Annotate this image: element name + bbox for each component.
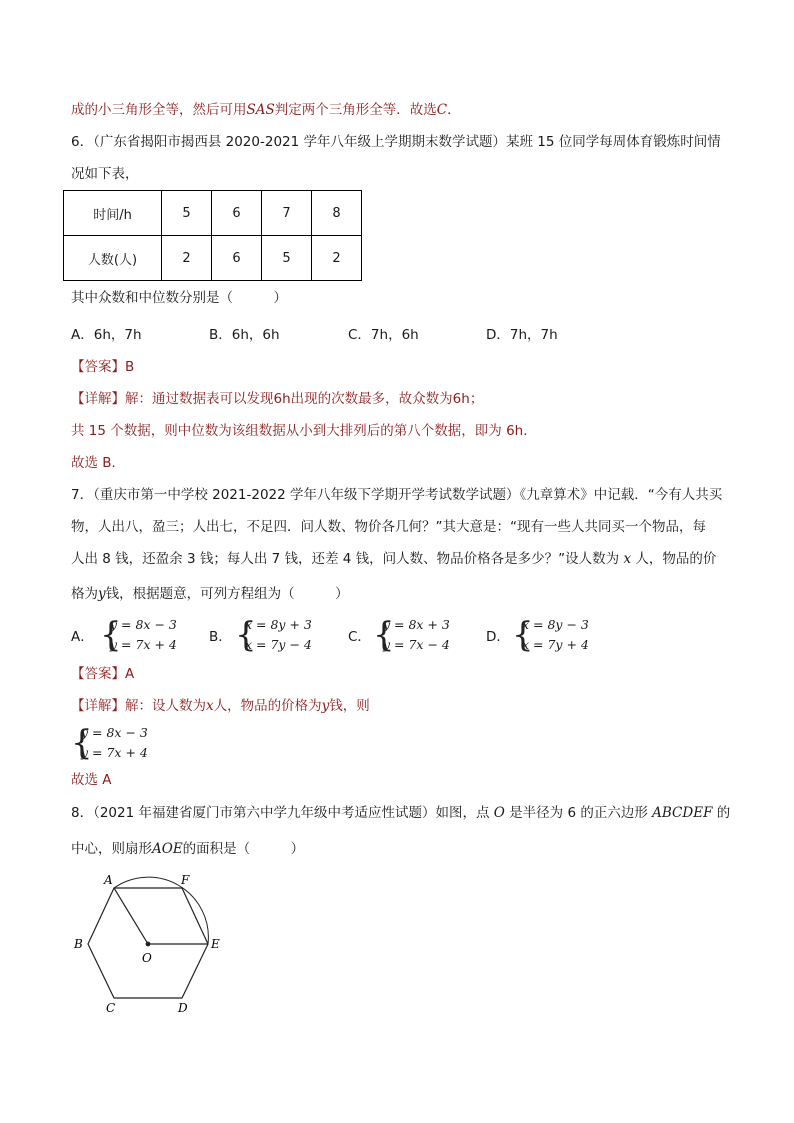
brace-icon: { [373, 615, 395, 655]
q8-stem-line2 [71, 839, 304, 859]
stem-text: 的面积是（ ） [182, 841, 305, 857]
label-e: E [211, 937, 220, 951]
stem-text: 的 [716, 805, 731, 821]
q6-conclusion: 故选 B． [71, 455, 126, 471]
equation: x = 7y + 4 [522, 637, 589, 652]
var-x: x [623, 551, 632, 567]
table-cell: 6 [212, 191, 262, 236]
detail-text: 出现的次数最多，故众数为 [290, 391, 453, 407]
stem-text: 是半径为 6 的正六边形 [509, 805, 648, 821]
label-b: B [74, 937, 83, 951]
q7-detail-system [71, 723, 148, 763]
equation: y = 7x − 4 [383, 637, 450, 652]
table-cell: 2 [162, 236, 212, 281]
segment-ao [114, 888, 148, 944]
q7-stem-line1: 7．（重庆市第一中学校 2021-2022 学年八年级下学期开学考试数学试题）《九章算术》中记载．“今有人共买 [71, 487, 723, 503]
table-cell: 6 [212, 236, 262, 281]
table-cell: 7 [262, 191, 312, 236]
detail-text: 解：通过数据表可以发现 [125, 391, 274, 407]
equation: y = 8x − 3 [81, 725, 148, 740]
q7-option-c-label: C． [348, 629, 371, 645]
detail-text: 钱，则 [329, 698, 370, 714]
q8-stem-line1 [71, 803, 730, 823]
label-o: O [142, 951, 152, 965]
detail-value: 15 [88, 423, 106, 439]
stem-text: 钱，根据题意，可列方程组为（ ） [105, 586, 349, 602]
detail-value: 6h [452, 391, 470, 407]
label-a: A [104, 873, 113, 887]
q6-detail-line2 [71, 421, 537, 441]
answer-value: A [125, 666, 135, 682]
stem-text: 中心，则扇形 [71, 841, 152, 857]
q7-answer [71, 664, 134, 684]
q6-detail-line1 [71, 389, 483, 409]
table-header-time: 时间/h [64, 191, 162, 236]
sector-name: AOE [152, 841, 183, 857]
q7-option-d-system [512, 615, 589, 655]
prev-tail-text-2: 判定两个三角形全等．故选 [274, 102, 437, 118]
equation: y = 8x + 3 [383, 617, 450, 632]
table-cell: 8 [312, 191, 362, 236]
choice-c-symbol: C [436, 102, 448, 118]
table-header-count: 人数(人) [64, 236, 162, 281]
q7-detail-line1 [71, 696, 370, 716]
stem-text: 8．（2021 年福建省厦门市第六中学九年级中考适应性试题）如图，点 [71, 805, 490, 821]
q6-answer [71, 357, 134, 377]
label-f: F [181, 873, 190, 887]
q7-stem-line4 [71, 584, 349, 604]
var-y: y [98, 586, 106, 602]
prev-answer-tail [71, 100, 461, 120]
q6-stem-line2: 况如下表， [71, 166, 139, 182]
q6-stem-line1: 6．（广东省揭阳市揭西县 2020-2021 学年八年级上学期期末数学试题）某班 15 位同学每周体育锻炼时间情 [71, 134, 721, 150]
answer-tag: 【答案】 [71, 666, 125, 682]
table-cell: 2 [312, 236, 362, 281]
brace-icon: { [512, 615, 534, 655]
table-row [64, 236, 362, 281]
q7-option-a-system [100, 615, 177, 655]
detail-value: 6h [273, 391, 291, 407]
table-row [64, 191, 362, 236]
brace-icon: { [71, 723, 93, 763]
q6-option-a: A．6h，7h [71, 327, 142, 343]
center-point-o [146, 942, 151, 947]
stem-text: 人出 8 钱，还盈余 3 钱；每人出 7 钱，还差 4 钱，问人数、物品价格各是多少？”设人数为 [71, 551, 620, 567]
detail-text: ． [523, 423, 537, 439]
q7-option-c-system [373, 615, 450, 655]
equation: y = 7x + 4 [110, 637, 177, 652]
q6-option-d: D．7h，7h [486, 327, 558, 343]
q7-conclusion: 故选 A [71, 772, 112, 788]
q7-option-a-label: A． [71, 629, 94, 645]
stem-text: 人，物品的价 [635, 551, 717, 567]
equation: x = 8y + 3 [245, 617, 312, 632]
label-d: D [178, 1001, 188, 1015]
equation: x = 7y − 4 [245, 637, 312, 652]
equation: y = 7x + 4 [81, 745, 148, 760]
table-cell: 5 [162, 191, 212, 236]
detail-tag: 【详解】 [71, 391, 125, 407]
answer-value: B [125, 359, 135, 375]
q7-option-b-label: B． [209, 629, 232, 645]
var-y: y [321, 698, 330, 714]
var-x: x [206, 698, 214, 714]
label-c: C [106, 1001, 116, 1015]
q6-option-b: B．6h，6h [209, 327, 280, 343]
hexagon-name: ABCDEF [652, 805, 713, 821]
sas-symbol: SAS [246, 102, 275, 118]
equation: y = 8x − 3 [110, 617, 177, 632]
prev-tail-text: 成的小三角形全等，然后可用 [71, 102, 247, 118]
detail-text: 共 [71, 423, 85, 439]
brace-icon: { [100, 615, 122, 655]
q7-stem-line2: 物，人出八，盈三；人出七，不足四．问人数、物价各几何？”其大意是：“现有一些人共同买一个物品，每 [71, 519, 706, 535]
detail-text: ； [469, 391, 484, 407]
detail-text: 解：设人数为 [125, 698, 206, 714]
point-o: O [493, 805, 505, 821]
detail-text: 个数据，则中位数为该组数据从小到大排列后的第八个数据，即为 [110, 423, 502, 439]
q6-option-c: C．7h，6h [348, 327, 419, 343]
q6-data-table [63, 190, 362, 281]
q7-stem-line3 [71, 549, 716, 569]
answer-tag: 【答案】 [71, 359, 125, 375]
detail-value: 6h [506, 423, 524, 439]
q6-question: 其中众数和中位数分别是（ ） [71, 290, 287, 306]
q7-option-d-label: D． [486, 629, 510, 645]
brace-icon: { [235, 615, 257, 655]
detail-text: 人，物品的价格为 [213, 698, 322, 714]
stem-text: 格为 [71, 586, 98, 602]
prev-tail-end: ． [447, 102, 461, 118]
table-cell: 5 [262, 236, 312, 281]
detail-tag: 【详解】 [71, 698, 125, 714]
equation: x = 8y − 3 [522, 617, 589, 632]
q7-option-b-system [235, 615, 312, 655]
hexagon-figure [60, 870, 230, 1020]
